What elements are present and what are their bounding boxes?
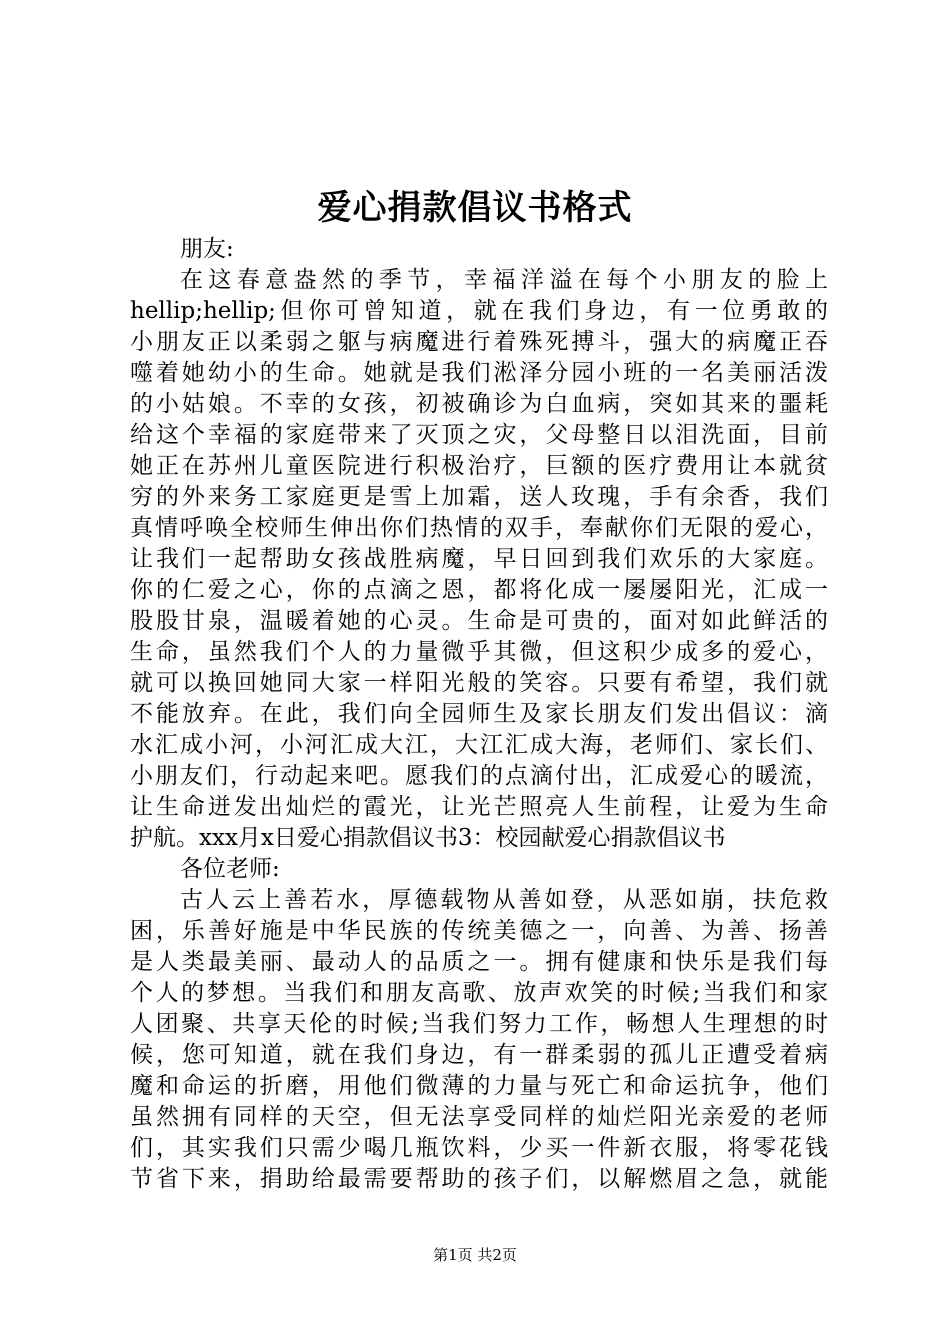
paragraph-line: 在这春意盎然的季节，幸福洋溢在每个小朋友的脸上 xyxy=(180,267,828,293)
paragraph-line: 真情呼唤全校师生伸出你们热情的双手，奉献你们无限的爱心， xyxy=(130,515,828,541)
paragraph-line: 小朋友们，行动起来吧。愿我们的点滴付出，汇成爱心的暖流， xyxy=(130,763,828,789)
paragraph-line: 们，其实我们只需少喝几瓶饮料，少买一件新衣服，将零花钱 xyxy=(130,1135,828,1161)
paragraph-line: 你的仁爱之心，你的点滴之恩，都将化成一屡屡阳光，汇成一 xyxy=(130,577,828,603)
paragraph-line: 是人类最美丽、最动人的品质之一。拥有健康和快乐是我们每 xyxy=(130,949,828,975)
paragraph-line: 虽然拥有同样的天空，但无法享受同样的灿烂阳光亲爱的老师 xyxy=(130,1104,828,1130)
paragraph-line: 就可以换回她同大家一样阳光般的笑容。只要有希望，我们就 xyxy=(130,670,828,696)
paragraph-line: 个人的梦想。当我们和朋友高歌、放声欢笑的时候;当我们和家 xyxy=(130,980,828,1006)
salutation-teachers: 各位老师: xyxy=(180,856,280,882)
paragraph-line: 她正在苏州儿童医院进行积极治疗，巨额的医疗费用让本就贫 xyxy=(130,453,828,479)
paragraph-line: 让生命迸发出灿烂的霞光，让光芒照亮人生前程，让爱为生命 xyxy=(130,794,828,820)
paragraph-line: 的小姑娘。不幸的女孩，初被确诊为白血病，突如其来的噩耗 xyxy=(130,391,828,417)
paragraph-line: 困，乐善好施是中华民族的传统美德之一，向善、为善、扬善 xyxy=(130,918,828,944)
paragraph-line: 候，您可知道，就在我们身边，有一群柔弱的孤儿正遭受着病 xyxy=(130,1042,828,1068)
salutation-friends: 朋友: xyxy=(180,236,234,262)
paragraph-line: 古人云上善若水，厚德载物从善如登，从恶如崩，扶危救 xyxy=(180,887,828,913)
paragraph-line: 生命，虽然我们个人的力量微乎其微，但这积少成多的爱心， xyxy=(130,639,828,665)
paragraph-line: 股股甘泉，温暖着她的心灵。生命是可贵的，面对如此鲜活的 xyxy=(130,608,828,634)
paragraph-line: 穷的外来务工家庭更是雪上加霜，送人玫瑰，手有余香，我们 xyxy=(130,484,828,510)
paragraph-line: 噬着她幼小的生命。她就是我们淞泽分园小班的一名美丽活泼 xyxy=(130,360,828,386)
paragraph-line: 节省下来，捐助给最需要帮助的孩子们，以解燃眉之急，就能 xyxy=(130,1166,828,1192)
paragraph-line: 让我们一起帮助女孩战胜病魔，早日回到我们欢乐的大家庭。 xyxy=(130,546,828,572)
paragraph-line: 小朋友正以柔弱之躯与病魔进行着殊死搏斗，强大的病魔正吞 xyxy=(130,329,828,355)
paragraph-line: 人团聚、共享天伦的时候;当我们努力工作，畅想人生理想的时 xyxy=(130,1011,828,1037)
paragraph-line: hellip;hellip;但你可曾知道，就在我们身边，有一位勇敢的 xyxy=(130,298,828,324)
paragraph-line: 水汇成小河，小河汇成大江，大江汇成大海，老师们、家长们、 xyxy=(130,732,828,758)
paragraph-line: 护航。xxx月x日爱心捐款倡议书3：校园献爱心捐款倡议书 xyxy=(130,825,726,851)
document-title: 爱心捐款倡议书格式 xyxy=(317,188,633,228)
paragraph-line: 不能放弃。在此，我们向全园师生及家长朋友们发出倡议：滴 xyxy=(130,701,828,727)
page-number-footer: 第1页 共2页 xyxy=(433,1246,517,1264)
paragraph-line: 给这个幸福的家庭带来了灭顶之灾，父母整日以泪洗面，目前 xyxy=(130,422,828,448)
paragraph-line: 魔和命运的折磨，用他们微薄的力量与死亡和命运抗争，他们 xyxy=(130,1073,828,1099)
